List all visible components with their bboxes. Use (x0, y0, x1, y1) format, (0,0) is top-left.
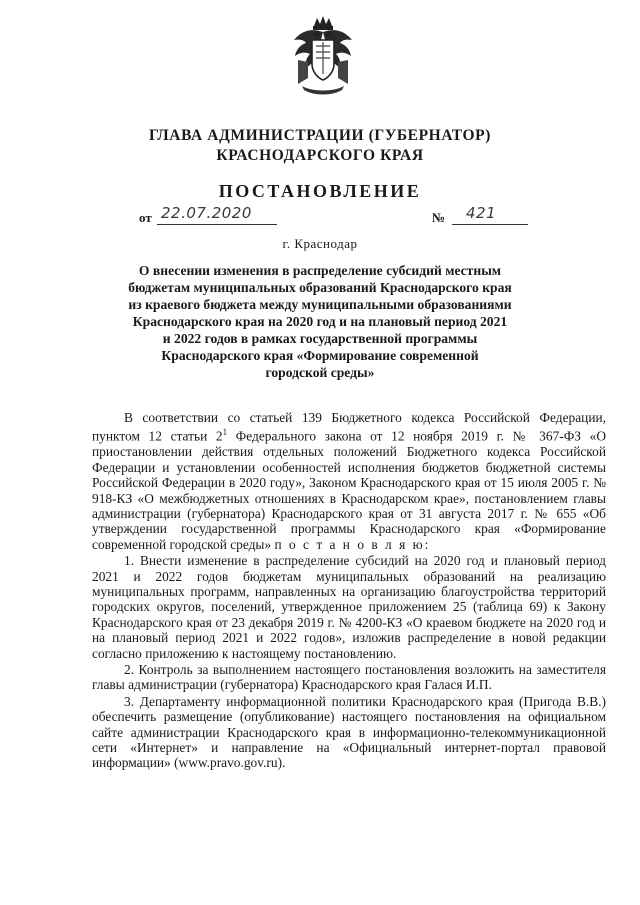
item-paragraph-1: 1. Внести изменение в распределение субсидий на 2020 год и плановый период 2021 и 2022 годов бюджетам муниципальных образований на реализацию муниципальных программ, направленных на организацию благоустройства территорий городских округов, поселений, утвержденное приложением 25 (таблица 69) к Закону Краснодарского края от 23 декабря 2019 г. № 4200-КЗ «О краевом бюджете на 2020 год и на плановый период 2021 и 2022 годов», изложив распределение в новой редакции согласно приложению к настоящему постановлению. (92, 553, 606, 661)
superscript: 1 (222, 427, 228, 438)
city: г. Краснодар (282, 236, 358, 251)
title-line: Краснодарского края «Формирование современной (161, 348, 479, 363)
title-line: городской среды» (265, 365, 375, 380)
authority-title-line2: КРАСНОДАРСКОГО КРАЯ (216, 147, 424, 164)
coat-of-arms-emblem (290, 12, 356, 98)
title-line: из краевого бюджета между муниципальными образованиями (128, 297, 512, 312)
item-paragraph-3: 3. Департаменту информационной политики Краснодарского края (Пригода В.В.) обеспечить размещение (опубликование) настоящего постановления на официальном сайте администрации Краснодарского края в информационно-телекоммуникационной сети «Интернет» и направление на «Официальный интернет-портал правовой информации» (www.pravo.gov.ru). (92, 693, 606, 771)
document-title (120, 262, 520, 381)
title-line: О внесении изменения в распределение субсидий местным (138, 263, 502, 278)
decree-word: п о с т а н о в л я ю: (274, 536, 431, 552)
item-paragraph-2: 2. Контроль за выполнением настоящего постановления возложить на заместителя главы администрации (губернатора) Краснодарского края Галася И.П. (92, 661, 606, 693)
document-type: ПОСТАНОВЛЕНИЕ (218, 181, 422, 201)
preamble-text: В соответствии со статьей 139 Бюджетного кодекса Российской Федерации, пунктом 12 статьи 2 (92, 410, 606, 444)
number-handwritten: 421 (466, 204, 497, 222)
date-underline (157, 224, 277, 225)
date-label: от (139, 210, 152, 225)
date-handwritten: 22.07.2020 (161, 204, 252, 222)
preamble-paragraph (92, 410, 606, 552)
number-label: № (432, 210, 446, 225)
authority-title-line1: ГЛАВА АДМИНИСТРАЦИИ (ГУБЕРНАТОР) (149, 127, 491, 144)
number-underline (452, 224, 528, 225)
title-line: Краснодарского края на 2020 год и на плановый период 2021 (132, 314, 508, 329)
document-body (92, 410, 606, 771)
preamble-text-cont: Федерального закона от 12 ноября 2019 г. № 367-ФЗ «О приостановлении действия отдельных положений Бюджетного кодекса Российской Федерации и установлении особенностей исполнения бюджетов бюджетной системы Российской Федерации в 2020 году», Законом Краснодарского края от 15 июля 2005 г. № 918-КЗ «О межбюджетных отношениях в Краснодарском крае», постановлением главы администрации (губернатора) Краснодарского края от 31 августа 2017 г. № 655 «Об утверждении государственной программы Краснодарского края «Формирование современной городской среды» (92, 428, 606, 552)
title-line: и 2022 годов в рамках государственной программы (162, 331, 478, 346)
title-line: бюджетам муниципальных образований Краснодарского края (128, 280, 512, 295)
